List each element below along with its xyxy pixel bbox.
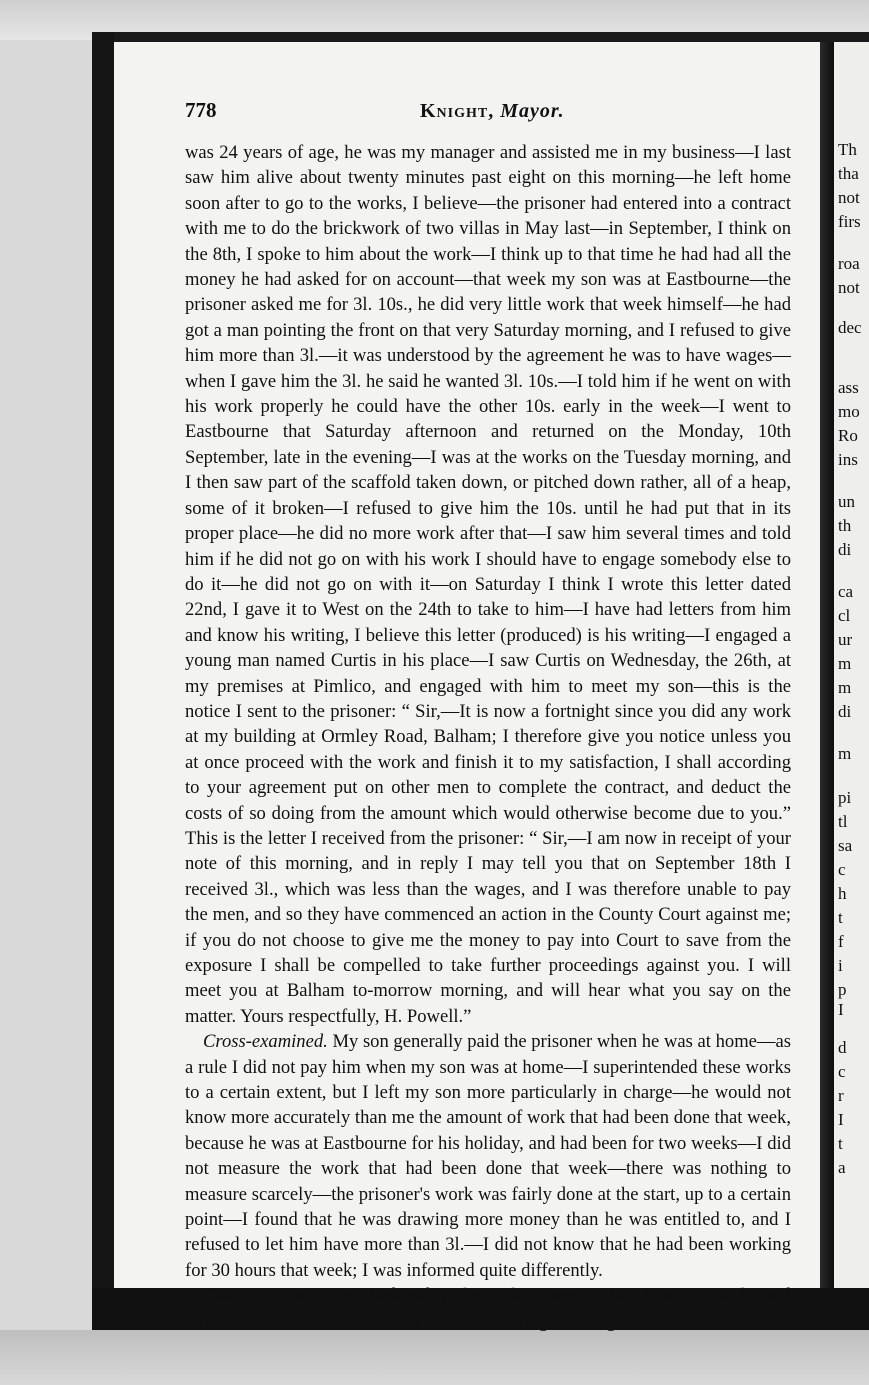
facing-page-fragment: I bbox=[838, 1000, 844, 1019]
facing-page-fragment: p bbox=[838, 980, 847, 999]
paragraph-text: My son generally paid the prisoner when he was at home—as a rule I did not pay him when my son was at home—I superintended these works to a certain extent, but I left my son more particularly in charge—he would not know more accurately than me the amount of work that had been done that week, because he was at Eastbourne for his holiday, and had been for two weeks—I did not measure the work that had been done that week—there was nothing to measure scarcely—the prisoner's work was fairly done at the start, up to a certain point—I found that he was drawing more money than he was entitled to, and I refused to let him have more than 3l.—I did not know that he had been working for 30 hours that week; I was informed quite differently. bbox=[185, 1031, 791, 1281]
paragraph-lead: Cross-examined. bbox=[203, 1031, 328, 1053]
facing-page-fragment: t bbox=[838, 908, 843, 927]
paragraph-2 bbox=[185, 1029, 791, 1283]
book-left-edge bbox=[92, 32, 114, 1294]
facing-page-fragment: t bbox=[838, 1134, 843, 1153]
facing-page-fragment: not bbox=[838, 278, 860, 297]
facing-page-fragment: roa bbox=[838, 254, 860, 273]
facing-page-fragment: cl bbox=[838, 606, 851, 625]
facing-page-fragment: i bbox=[838, 956, 843, 975]
facing-page-fragment: th bbox=[838, 516, 852, 535]
facing-page-fragment: a bbox=[838, 1158, 846, 1177]
running-head bbox=[420, 100, 565, 123]
facing-page-fragment: un bbox=[838, 492, 855, 511]
facing-page-fragment: I bbox=[838, 1110, 844, 1129]
facing-page-fragment: m bbox=[838, 678, 852, 697]
facing-page-fragment: ur bbox=[838, 630, 853, 649]
facing-page-fragment: Ro bbox=[838, 426, 858, 445]
facing-page-fragment: tl bbox=[838, 812, 848, 831]
facing-page-fragment: di bbox=[838, 540, 852, 559]
book-top-edge bbox=[92, 32, 869, 42]
facing-page-fragment: f bbox=[838, 932, 844, 951]
facing-page-fragment: ins bbox=[838, 450, 858, 469]
facing-page-fragment: not bbox=[838, 188, 860, 207]
facing-page-fragment: tha bbox=[838, 164, 859, 183]
facing-page-fragment: ass bbox=[838, 378, 859, 397]
facing-page-fragment: m bbox=[838, 654, 852, 673]
running-head-title: Mayor. bbox=[500, 100, 565, 122]
facing-page-fragment: ca bbox=[838, 582, 854, 601]
running-head-name: Knight, bbox=[420, 100, 495, 122]
paragraph-text: was 24 years of age, he was my manager and assisted me in my business—I last saw him alive about twenty minutes past eight on this morning—he left home soon after to go to the works, I believe—the prisoner had entered into a contract with me to do the brickwork of two villas in May last—in September, I think on the 8th, I spoke to him about the work—I think up to that time he had had all the money he had asked for on account—that week my son was at Eastbourne—the prisoner asked me for 3l. 10s., he did very little work that week himself—he had got a man pointing the front on that very Saturday morning, and I refused to give him more than 3l.—it was understood by the agreement he was to have wages—when I gave him the 3l. he said he wanted 3l. 10s.—I told him if he went on with his work properly he could have the other 10s. early in the week—I went to Eastbourne that Saturday afternoon and returned on the Monday, 10th September, late in the evening—I was at the works on the Tuesday morning, and I then saw part of the scaffold taken down, or pitched down rather, all of a heap, some of it broken—I refused to give him the 10s. until he had put that in its proper place—he did no more work after that—I saw him several times and told him if he did not go on with his work I should have to engage somebody else to do it—he did not go on with it—on Saturday I think I wrote this letter dated 22nd, I gave it to West on the 24th to take to him—I have had letters from him and know his writing, I believe this letter (produced) is his writing—I engaged a young man named Curtis in his place—I saw Curtis on Wednesday, the 26th, at my premises at Pimlico, and engaged with him to meet my son—this is the notice I sent to the prisoner: “ Sir,—It is now a fortnight since you did any work at my building at Ormley Road, Balham; I therefore give you notice unless you at once proceed with the work and finish it to my satisfaction, I shall according to your agreement put on other men to complete the contract, and deduct the costs of so doing from the amount which would otherwise become due to you.” This is the letter I received from the prisoner: “ Sir,—I am now in receipt of your note of this morning, and in reply I may tell you that on September 18th I received 3l., which was less than the wages, and I was therefore unable to pay the men, and so they have commenced an action in the County Court against me; if you do not choose to give me the money to pay into Court to save from the exposure I shall be compelled to take further proceedings against you. I will meet you at Balham to-morrow morning, and will hear what you say on the matter. Yours respectfully, H. Powell.” bbox=[185, 142, 791, 1027]
facing-page-fragment: dec bbox=[838, 318, 862, 337]
paragraph-3 bbox=[185, 1283, 791, 1334]
scan-bottom-strip bbox=[0, 1330, 869, 1385]
facing-page-fragment: d bbox=[838, 1038, 847, 1057]
page-body bbox=[185, 140, 791, 1334]
facing-page-fragment: m bbox=[838, 744, 852, 763]
facing-page-fragment: h bbox=[838, 884, 847, 903]
witness-name: Charles Curtis. bbox=[203, 1285, 327, 1307]
book-gutter bbox=[820, 42, 834, 1288]
facing-page-fragment: r bbox=[838, 1086, 844, 1105]
facing-page-fragment: c bbox=[838, 860, 846, 879]
facing-page-fragment: firs bbox=[838, 212, 861, 231]
paragraph-1 bbox=[185, 140, 791, 1029]
facing-page-fragment: mo bbox=[838, 402, 860, 421]
facing-page-fragment: pi bbox=[838, 788, 852, 807]
facing-page-fragment: sa bbox=[838, 836, 853, 855]
page-number: 778 bbox=[185, 98, 217, 122]
facing-page-fragment: c bbox=[838, 1062, 846, 1081]
facing-page-fragment: Th bbox=[838, 140, 857, 159]
facing-page-fragment: di bbox=[838, 702, 852, 721]
facing-page-edge bbox=[834, 42, 869, 1288]
paragraph-text: On Wednesday, the 26th, I went to Mr. Bruton's works and took certain measurements, and on the following morning, bbox=[185, 1285, 791, 1332]
